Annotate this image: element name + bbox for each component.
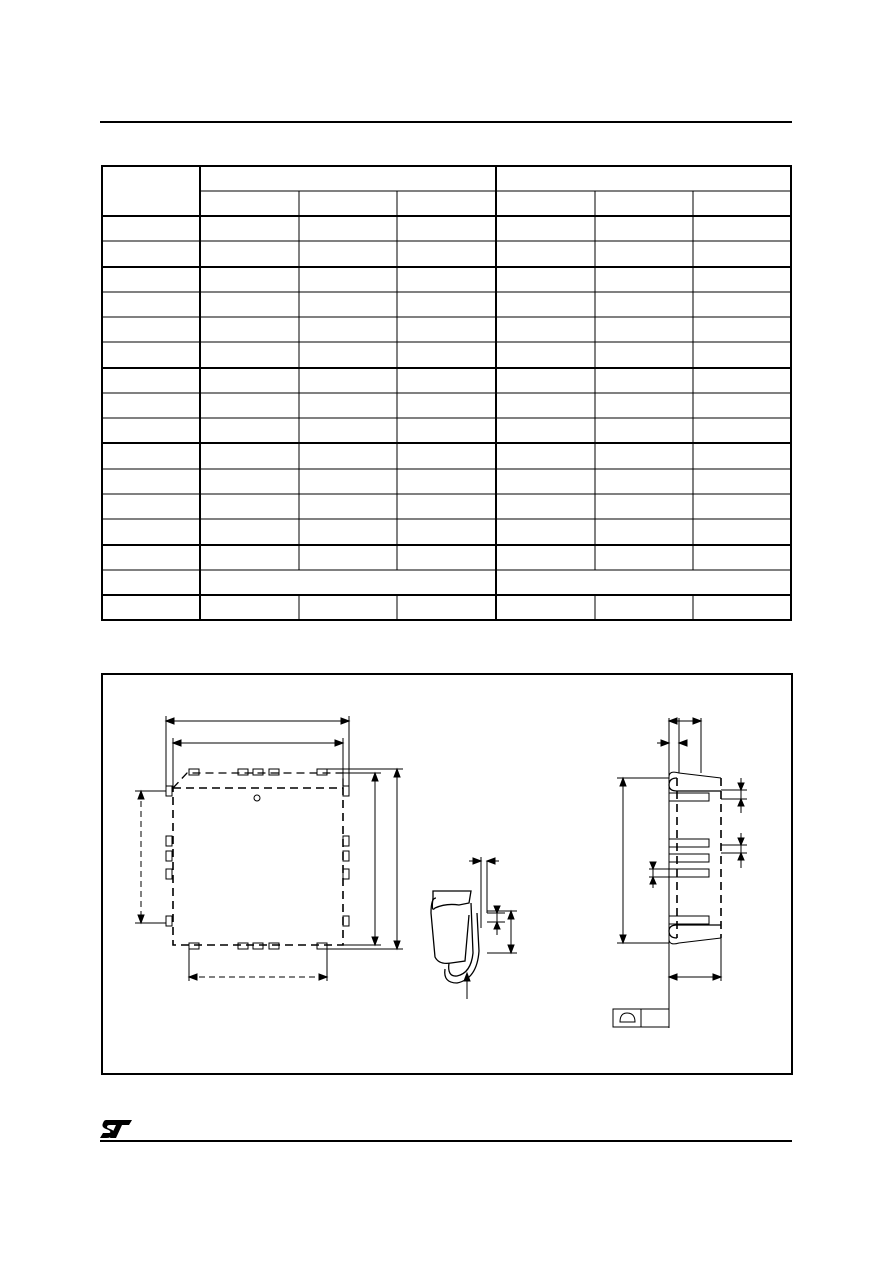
flatness-icon xyxy=(620,1013,635,1022)
lead-detail xyxy=(431,857,517,999)
header-rule xyxy=(100,121,792,123)
dimension-table xyxy=(101,165,792,621)
side-view xyxy=(613,718,747,1028)
drawing-border xyxy=(102,674,792,1074)
pin1-mark xyxy=(254,795,260,801)
package-body xyxy=(173,788,343,945)
package-drawing xyxy=(101,673,793,1075)
top-view xyxy=(135,716,403,981)
footer-rule xyxy=(100,1140,792,1142)
st-logo xyxy=(98,1118,134,1140)
